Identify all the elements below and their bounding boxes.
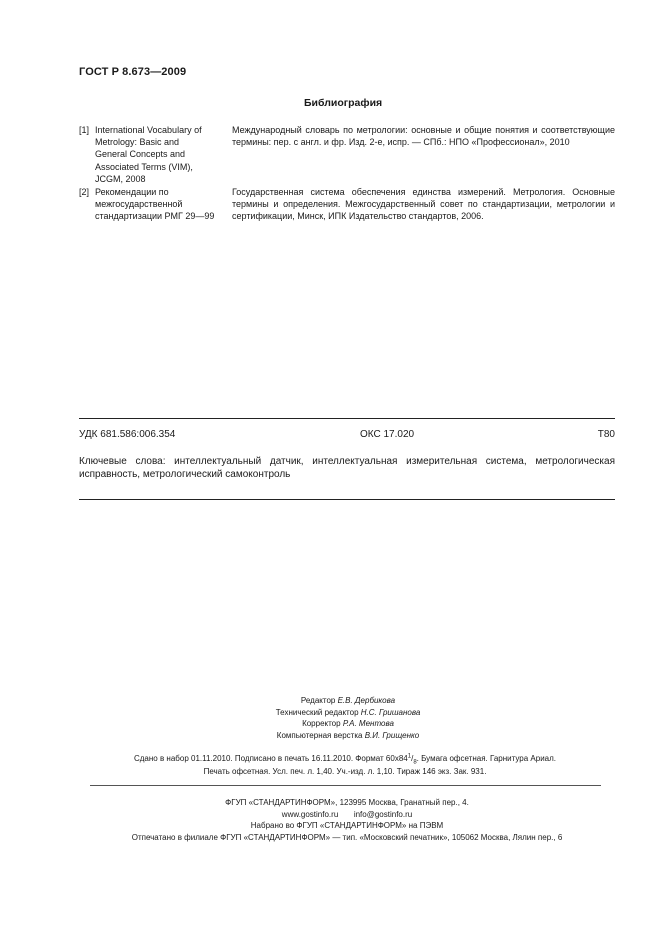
print-line-1: Сдано в набор 01.11.2010. Подписано в печать 16.11.2010. Формат $60х84^1/_8$. Бумага офсетная. Гарнитура Ариал. — [133, 753, 557, 766]
entry-source: International Vocabulary of Metrology: Basic and General Concepts and Associated Terms (VIM), JCGM, 2008 — [95, 125, 202, 184]
layout-line: Компьютерная верстка В.И. Грищенко — [276, 730, 420, 740]
print-line-2: Печать офсетная. Усл. печ. л. 1,40. Уч.-изд. л. 1,10. Тираж 146 экз. Зак. 931. — [203, 767, 487, 776]
keywords: Ключевые слова: интеллектуальный датчик, интеллектуальная измерительная система, метрологическая исправность, метрологический самоконтроль — [79, 456, 615, 480]
bibliography-list — [79, 124, 615, 223]
typeset-line: Набрано во ФГУП «СТАНДАРТИНФОРМ» на ПЭВМ — [250, 821, 444, 830]
publisher-address: ФГУП «СТАНДАРТИНФОРМ», 123995 Москва, Гранатный пер., 4. — [225, 798, 469, 807]
bibliography-entry — [79, 186, 615, 223]
divider-top — [79, 418, 615, 419]
entry-number: [2] — [79, 187, 90, 198]
publisher-info — [79, 797, 615, 843]
corrector-line: Корректор Р.А. Ментова — [302, 719, 394, 728]
group-code: Т80 — [597, 429, 615, 440]
bibliography-title: Библиография — [304, 97, 383, 109]
divider-bottom — [79, 499, 615, 500]
entry-source: Рекомендации по межгосударственной стандартизации РМГ 29—99 — [95, 187, 215, 222]
entry-description: Международный словарь по метрологии: основные и общие понятия и соответствующие термины: пер. с англ. и фр. Изд. 2-е, испр. — СПб.: НПО «Профессионал», 2010 — [232, 125, 615, 148]
bibliography-entry — [79, 124, 615, 185]
tech-editor-line: Технический редактор Н.С. Гришанова — [275, 707, 421, 717]
editor-line: Редактор Е.В. Дербикова — [300, 696, 396, 705]
publisher-contacts — [79, 809, 615, 821]
udk-code: УДК 681.586:006.354 — [79, 429, 176, 440]
staff-credits — [180, 695, 516, 741]
website-link[interactable]: www.gostinfo.ru — [281, 809, 339, 819]
oks-code: ОКС 17.020 — [360, 429, 415, 440]
document-code: ГОСТ Р 8.673—2009 — [79, 66, 187, 78]
printed-line: Отпечатано в филиале ФГУП «СТАНДАРТИНФОРМ» — тип. «Московский печатник», 105062 Москва, Лялин пер., 6 — [131, 832, 563, 842]
print-info — [90, 752, 600, 778]
entry-description: Государственная система обеспечения единства измерений. Метрология. Основные термины и определения. Межгосударственный совет по стандартизации, метрологии и сертификации, Минск, ИПК Издательство стандартов, 2006. — [232, 187, 615, 222]
entry-number: [1] — [79, 125, 90, 135]
divider-print — [90, 785, 601, 786]
email-link[interactable]: info@gostinfo.ru — [353, 809, 413, 819]
